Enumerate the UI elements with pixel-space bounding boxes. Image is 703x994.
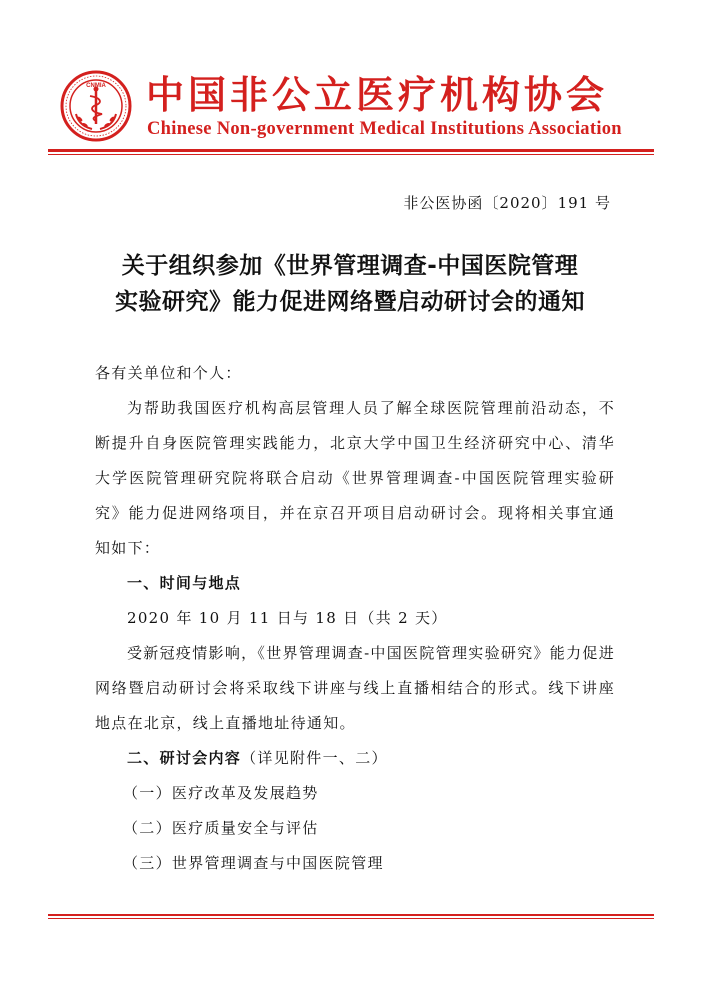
event-date: 2020 年 10 月 11 日与 18 日（共 2 天） [127, 609, 448, 627]
header-rule-thin [48, 154, 654, 155]
intro-paragraph: 为帮助我国医疗机构高层管理人员了解全球医院管理前沿动态，不断提升自身医院管理实践能力，北京大学中国卫生经济研究中心、清华大学医院管理研究院将联合启动《世界管理调查-中国医院管理实验研究》能力促进网络项目，并在京召开项目启动研讨会。现将相关事宜通知如下： [95, 399, 615, 557]
notice-body [95, 356, 615, 881]
section-2-heading [95, 741, 615, 776]
salutation: 各有关单位和个人： [95, 364, 242, 382]
org-name-chinese: 中国非公立医疗机构协会 [146, 72, 609, 117]
title-line-2: 实验研究》能力促进网络暨启动研讨会的通知 [115, 289, 585, 315]
org-name-english: Chinese Non-government Medical Institutions Association [147, 119, 622, 139]
title-line-1: 关于组织参加《世界管理调查-中国医院管理 [121, 253, 579, 279]
section-2-heading-note: （详见附件一、二） [241, 749, 388, 767]
section-2-heading-text: 二、研讨会内容 [127, 749, 242, 767]
list-item: （一）医疗改革及发展趋势 [123, 784, 319, 802]
section-1-paragraph: 受新冠疫情影响，《世界管理调查-中国医院管理实验研究》能力促进网络暨启动研讨会将采取线下讲座与线上直播相结合的形式。线下讲座地点在北京，线上直播地址待通知。 [95, 644, 615, 732]
header-rule-thick [48, 149, 654, 152]
list-item: （二）医疗质量安全与评估 [123, 819, 319, 837]
section-1-heading: 一、时间与地点 [127, 574, 242, 592]
list-item: （三）世界管理调查与中国医院管理 [123, 854, 384, 872]
logo-text: CNMIA [86, 83, 106, 89]
footer-rule-thick [48, 914, 654, 916]
letterhead [50, 70, 660, 160]
association-logo-icon [60, 70, 132, 142]
notice-title [70, 248, 630, 320]
footer-rule-thin [48, 918, 654, 919]
document-number: 非公医协函〔2020〕191 号 [403, 194, 611, 212]
